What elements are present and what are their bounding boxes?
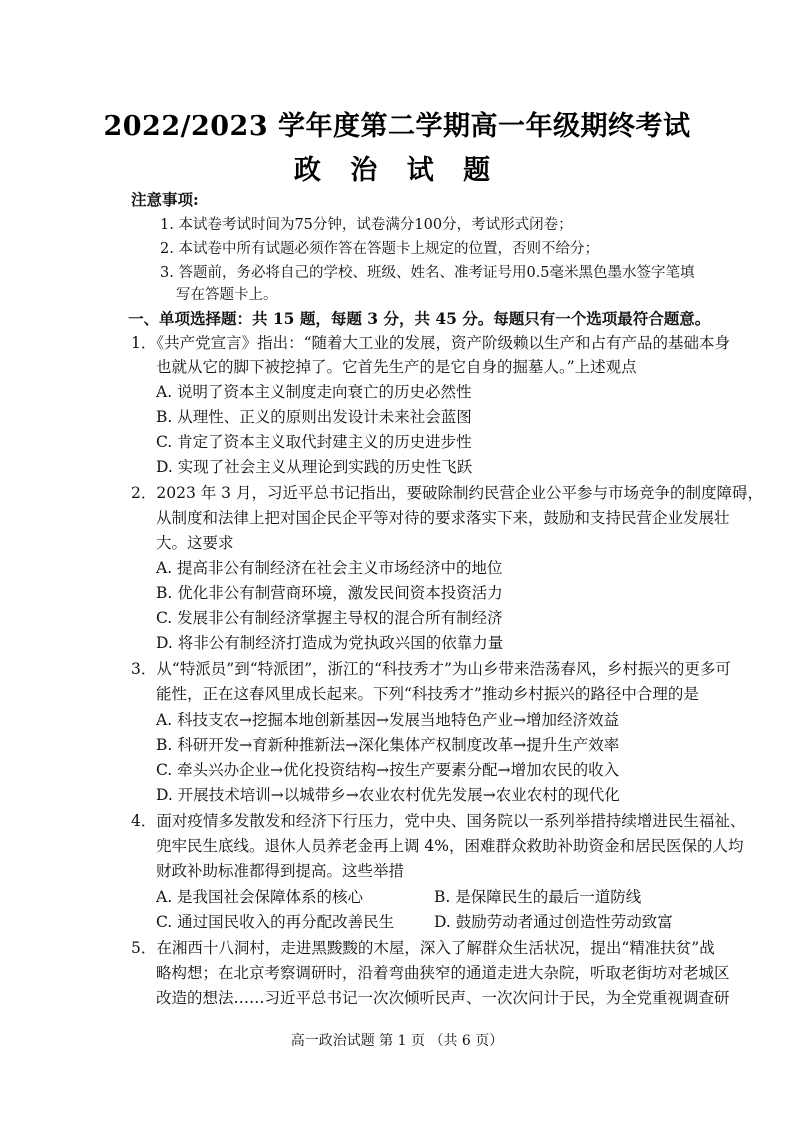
question-4-option-c: C. 通过国民收入的再分配改善民生 [156, 913, 395, 931]
question-3-text: 3．从“特派员”到“特派团”，浙江的“科技秀才”为山乡带来浩荡春风，乡村振兴的更多可 [131, 660, 731, 678]
question-3-text: 能性，正在这春风里成长起来。下列“科技秀才”推动乡村振兴的路径中合理的是 [156, 685, 699, 703]
question-1-text: 1．《共产党宣言》指出：“随着大工业的发展，资产阶级赖以生产和占有产品的基础本身 [131, 334, 731, 352]
notice-item: 写在答题卡上。 [176, 287, 278, 303]
question-4-option-a: A. 是我国社会保障体系的核心 [156, 888, 364, 906]
exam-title: 2022/2023 学年度第二学期高一年级期终考试 [103, 111, 691, 142]
question-5-text: 5．在湘西十八洞村，走进黑黢黢的木屋，深入了解群众生活状况，提出“精准扶贫”战 [131, 939, 715, 957]
question-4-text: 兜牢民生底线。退休人员养老金再上调 4%，困难群众救助补助资金和居民医保的人均 [156, 837, 744, 855]
notice-item: 3. 答题前，务必将自己的学校、班级、姓名、准考证号用0.5毫米黑色墨水签字笔填 [160, 265, 695, 281]
question-4-text: 财政补助标准都得到提高。这些举措 [156, 862, 405, 880]
question-3-option-d: D. 开展技术培训→以城带乡→农业农村优先发展→农业农村的现代化 [156, 786, 620, 804]
question-2-option-d: D. 将非公有制经济打造成为党执政兴国的依靠力量 [156, 634, 504, 652]
question-2-option-c: C. 发展非公有制经济掌握主导权的混合所有制经济 [156, 609, 503, 627]
question-5-text: 略构想；在北京考察调研时，沿着弯曲狭窄的通道走进大杂院，听取老街坊对老城区 [156, 964, 730, 982]
question-4-text: 4．面对疫情多发散发和经济下行压力，党中央、国务院以一系列举措持续增进民生福祉、 [131, 812, 746, 830]
question-3-option-c: C. 牵头兴办企业→优化投资结构→按生产要素分配→增加农民的收入 [156, 761, 620, 779]
question-5-text: 改造的想法……习近平总书记一次次倾听民声、一次次问计于民，为全党重视调查研 [156, 989, 730, 1007]
question-2-option-a: A. 提高非公有制经济在社会主义市场经济中的地位 [156, 559, 503, 577]
notice-item: 2. 本试卷中所有试题必须作答在答题卡上规定的位置，否则不给分； [160, 241, 599, 257]
question-1-option-c: C. 肯定了资本主义取代封建主义的历史进步性 [156, 433, 472, 451]
question-1-option-b: B. 从理性、正义的原则出发设计未来社会蓝图 [156, 408, 472, 426]
question-2-option-b: B. 优化非公有制营商环境，激发民间资本投资活力 [156, 584, 503, 602]
section-heading: 一、单项选择题：共 15 题，每题 3 分，共 45 分。每题只有一个选项最符合题意。 [128, 309, 711, 328]
page-footer: 高一政治试题 第 1 页 （共 6 页） [290, 1033, 504, 1049]
question-2-text: 2．2023 年 3 月，习近平总书记指出，要破除制约民营企业公平参与市场竞争的制度障碍， [131, 484, 763, 502]
question-2-text: 从制度和法律上把对国企民企平等对待的要求落实下来，鼓励和支持民营企业发展壮 [156, 509, 730, 527]
question-4-option-b: B. 是保障民生的最后一道防线 [434, 888, 642, 906]
question-1-option-a: A. 说明了资本主义制度走向衰亡的历史必然性 [156, 383, 472, 401]
notice-item: 1. 本试卷考试时间为75分钟，试卷满分100分，考试形式闭卷； [160, 217, 573, 233]
notice-heading: 注意事项: [131, 190, 199, 209]
question-1-text: 也就从它的脚下被挖掉了。它首先生产的是它自身的掘墓人。”上述观点 [156, 358, 637, 376]
subject-title: 政 治 试 题 [293, 155, 501, 186]
question-1-option-d: D. 实现了社会主义从理论到实践的历史性飞跃 [156, 458, 473, 476]
question-3-option-b: B. 科研开发→育新种推新法→深化集体产权制度改革→提升生产效率 [156, 736, 620, 754]
question-3-option-a: A. 科技支农→挖掘本地创新基因→发展当地特色产业→增加经济效益 [156, 711, 620, 729]
question-2-text: 大。这要求 [156, 534, 234, 552]
question-4-option-d: D. 鼓励劳动者通过创造性劳动致富 [434, 913, 673, 931]
